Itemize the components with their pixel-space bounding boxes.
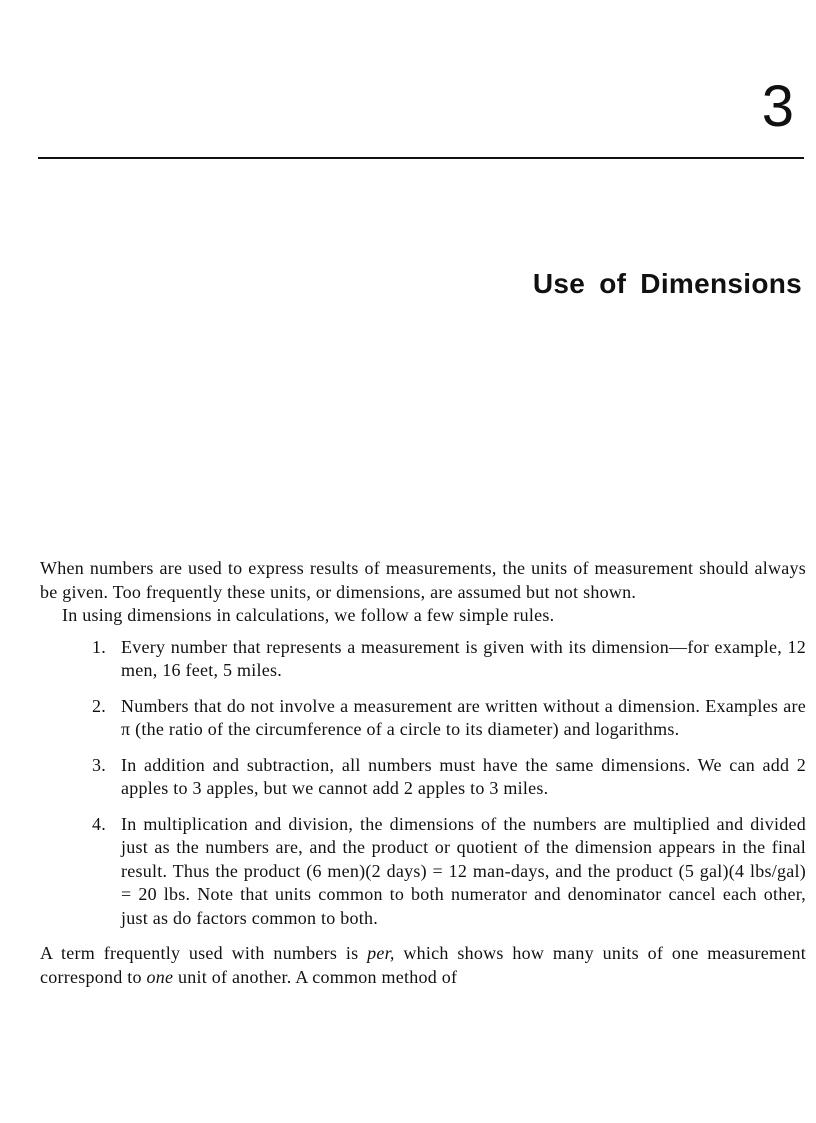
intro-paragraph: When numbers are used to express results of measurements, the units of measurement should always be given. Too frequently these units, or dimensions, are assumed but not shown. <box>40 558 806 602</box>
chapter-title: Use of Dimensions <box>532 268 802 299</box>
rule-text: Numbers that do not involve a measurement are written without a dimension. Examples are π (the ratio of the circumference of a circle to its diameter) and logarithms. <box>121 695 806 739</box>
body-text <box>40 557 806 989</box>
rule-item <box>84 636 806 683</box>
rule-number: 1. <box>92 636 106 657</box>
rule-number: 2. <box>92 695 106 716</box>
per-text-part1: A term frequently used with numbers is <box>40 943 368 963</box>
rule-text: Every number that represents a measurement is given with its dimension—for example, 12 men, 16 feet, 5 miles. <box>121 636 806 680</box>
per-paragraph <box>40 942 806 989</box>
rules-list <box>40 636 806 931</box>
rule-number: 3. <box>92 754 106 775</box>
rule-text: In multiplication and division, the dimensions of the numbers are multiplied and divided just as the numbers are, and the product or quotient of the dimension appears in the final result. Thus the product (6 men)(2 days) = 12 man-days, and the product (5 gal)(4 lbs/gal) = 20 lbs. Note that units common to both numerator and denominator cancel each other, just as do factors common to both. <box>121 813 806 928</box>
rule-item <box>84 695 806 742</box>
chapter-rule <box>38 157 804 159</box>
per-text-part2: which shows how many units of one measurement correspond to <box>40 943 807 987</box>
rule-number: 4. <box>92 813 106 834</box>
one-emphasis: one <box>146 966 174 987</box>
rules-intro-paragraph: In using dimensions in calculations, we follow a few simple rules. <box>62 605 555 625</box>
per-text-part3: unit of another. A common method of <box>173 966 458 987</box>
rule-text: In addition and subtraction, all numbers must have the same dimensions. We can add 2 apples to 3 apples, but we cannot add 2 apples to 3 miles. <box>121 754 806 798</box>
rule-item <box>84 754 806 801</box>
chapter-number: 3 <box>761 74 794 139</box>
rule-item <box>84 813 806 931</box>
per-emphasis: per, <box>367 943 395 963</box>
